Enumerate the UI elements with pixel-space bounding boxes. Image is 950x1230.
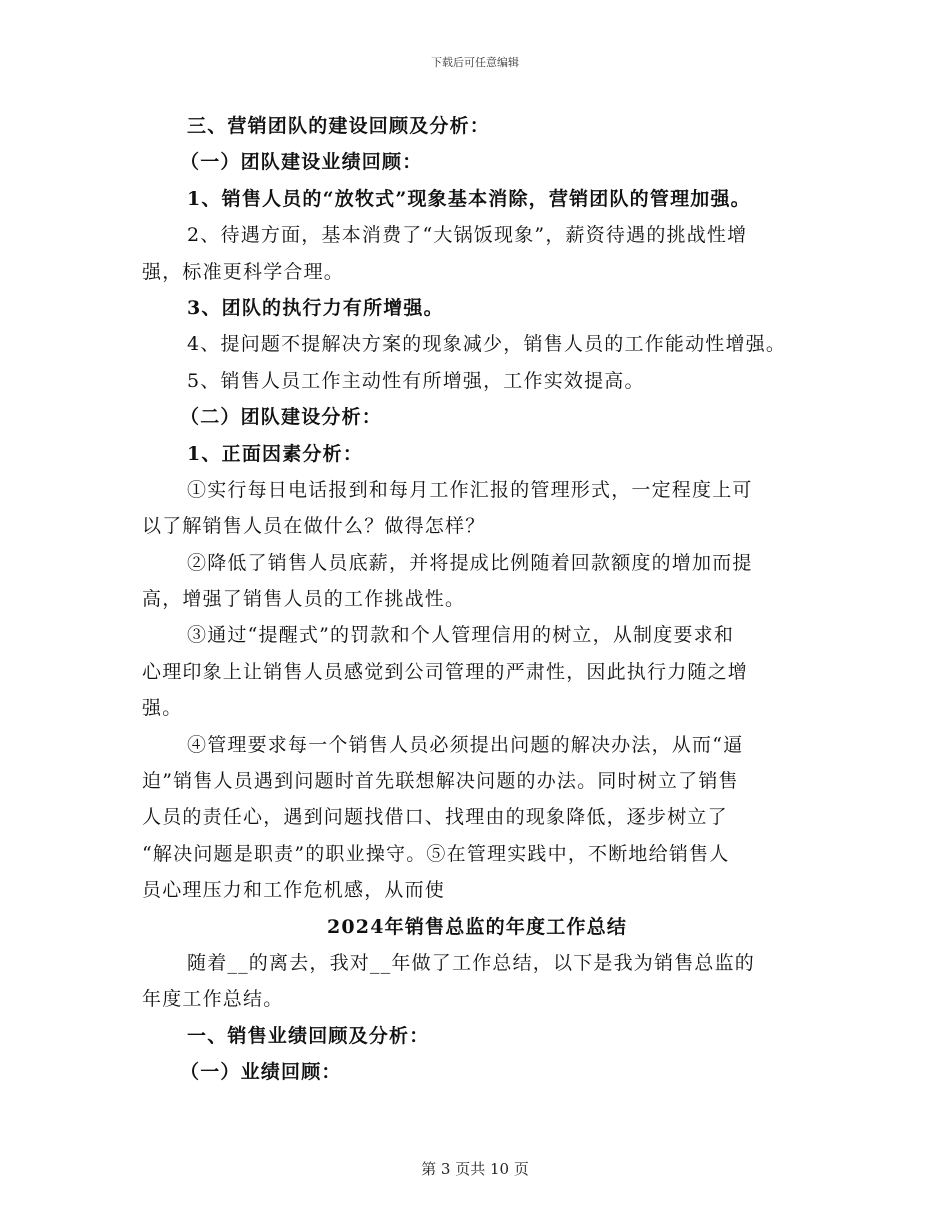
paragraph-line: 迫”销售人员遇到问题时首先联想解决问题的办法。同时树立了销售 (142, 770, 739, 793)
paragraph-line: 随着__的离去，我对__年做了工作总结，以下是我为销售总监的 (187, 951, 756, 974)
subheading-team-performance-review: （一）团队建设业绩回顾： (180, 151, 423, 174)
paragraph-line: ①实行每日电话报到和每月工作汇报的管理形式，一定程度上可 (187, 478, 753, 501)
paragraph-line: ③通过“提醒式”的罚款和个人管理信用的树立，从制度要求和 (187, 624, 735, 647)
paragraph-line: 心理印象上让销售人员感觉到公司管理的严肃性，因此执行力随之增 (142, 660, 749, 683)
paragraph-line: 高，增强了销售人员的工作挑战性。 (142, 588, 466, 611)
paragraph-line: 年度工作总结。 (142, 988, 284, 1011)
subheading-team-analysis: （二）团队建设分析： (180, 406, 383, 429)
section-heading-sales-review: 一、销售业绩回顾及分析： (187, 1024, 430, 1047)
document-title: 2024年销售总监的年度工作总结 (326, 915, 628, 938)
section-heading-team-building: 三、营销团队的建设回顾及分析： (187, 115, 491, 137)
paragraph-line: 3、团队的执行力有所增强。 (187, 296, 444, 319)
paragraph-line: 强。 (142, 697, 183, 720)
document-body (142, 108, 812, 1091)
paragraph-line: 人员的责任心，遇到问题找借口、找理由的现象降低，逐步树立了 (142, 806, 728, 829)
paragraph-line: 5、销售人员工作主动性有所增强，工作实效提高。 (187, 369, 645, 392)
paragraph-line: “解决问题是职责”的职业操守。⑤在管理实践中，不断地给销售人 (142, 842, 730, 865)
paragraph-line: 2、待遇方面，基本消费了“大锅饭现象”，薪资待遇的挑战性增 (187, 224, 748, 247)
page-header: 下载后可任意编辑 (431, 56, 519, 69)
paragraph-line: ④管理要求每一个销售人员必须提出问题的解决办法，从而“逼 (187, 733, 744, 756)
paragraph-line: 4、提问题不提解决方案的现象减少，销售人员的工作能动性增强。 (187, 333, 787, 356)
paragraph-line: ②降低了销售人员底薪，并将提成比例随着回款额度的增加而提 (187, 551, 753, 574)
paragraph-line: 以了解销售人员在做什么？做得怎样？ (142, 515, 486, 538)
page-footer: 第 3 页共 10 页 (421, 1160, 529, 1178)
subheading-performance-review: （一）业绩回顾： (180, 1061, 342, 1084)
paragraph-line: 强，标准更科学合理。 (142, 260, 345, 283)
paragraph-line: 1、销售人员的“放牧式”现象基本消除，营销团队的管理加强。 (187, 187, 751, 210)
paragraph-line: 1、正面因素分析： (187, 442, 364, 465)
paragraph-line: 员心理压力和工作危机感，从而使 (142, 879, 446, 902)
